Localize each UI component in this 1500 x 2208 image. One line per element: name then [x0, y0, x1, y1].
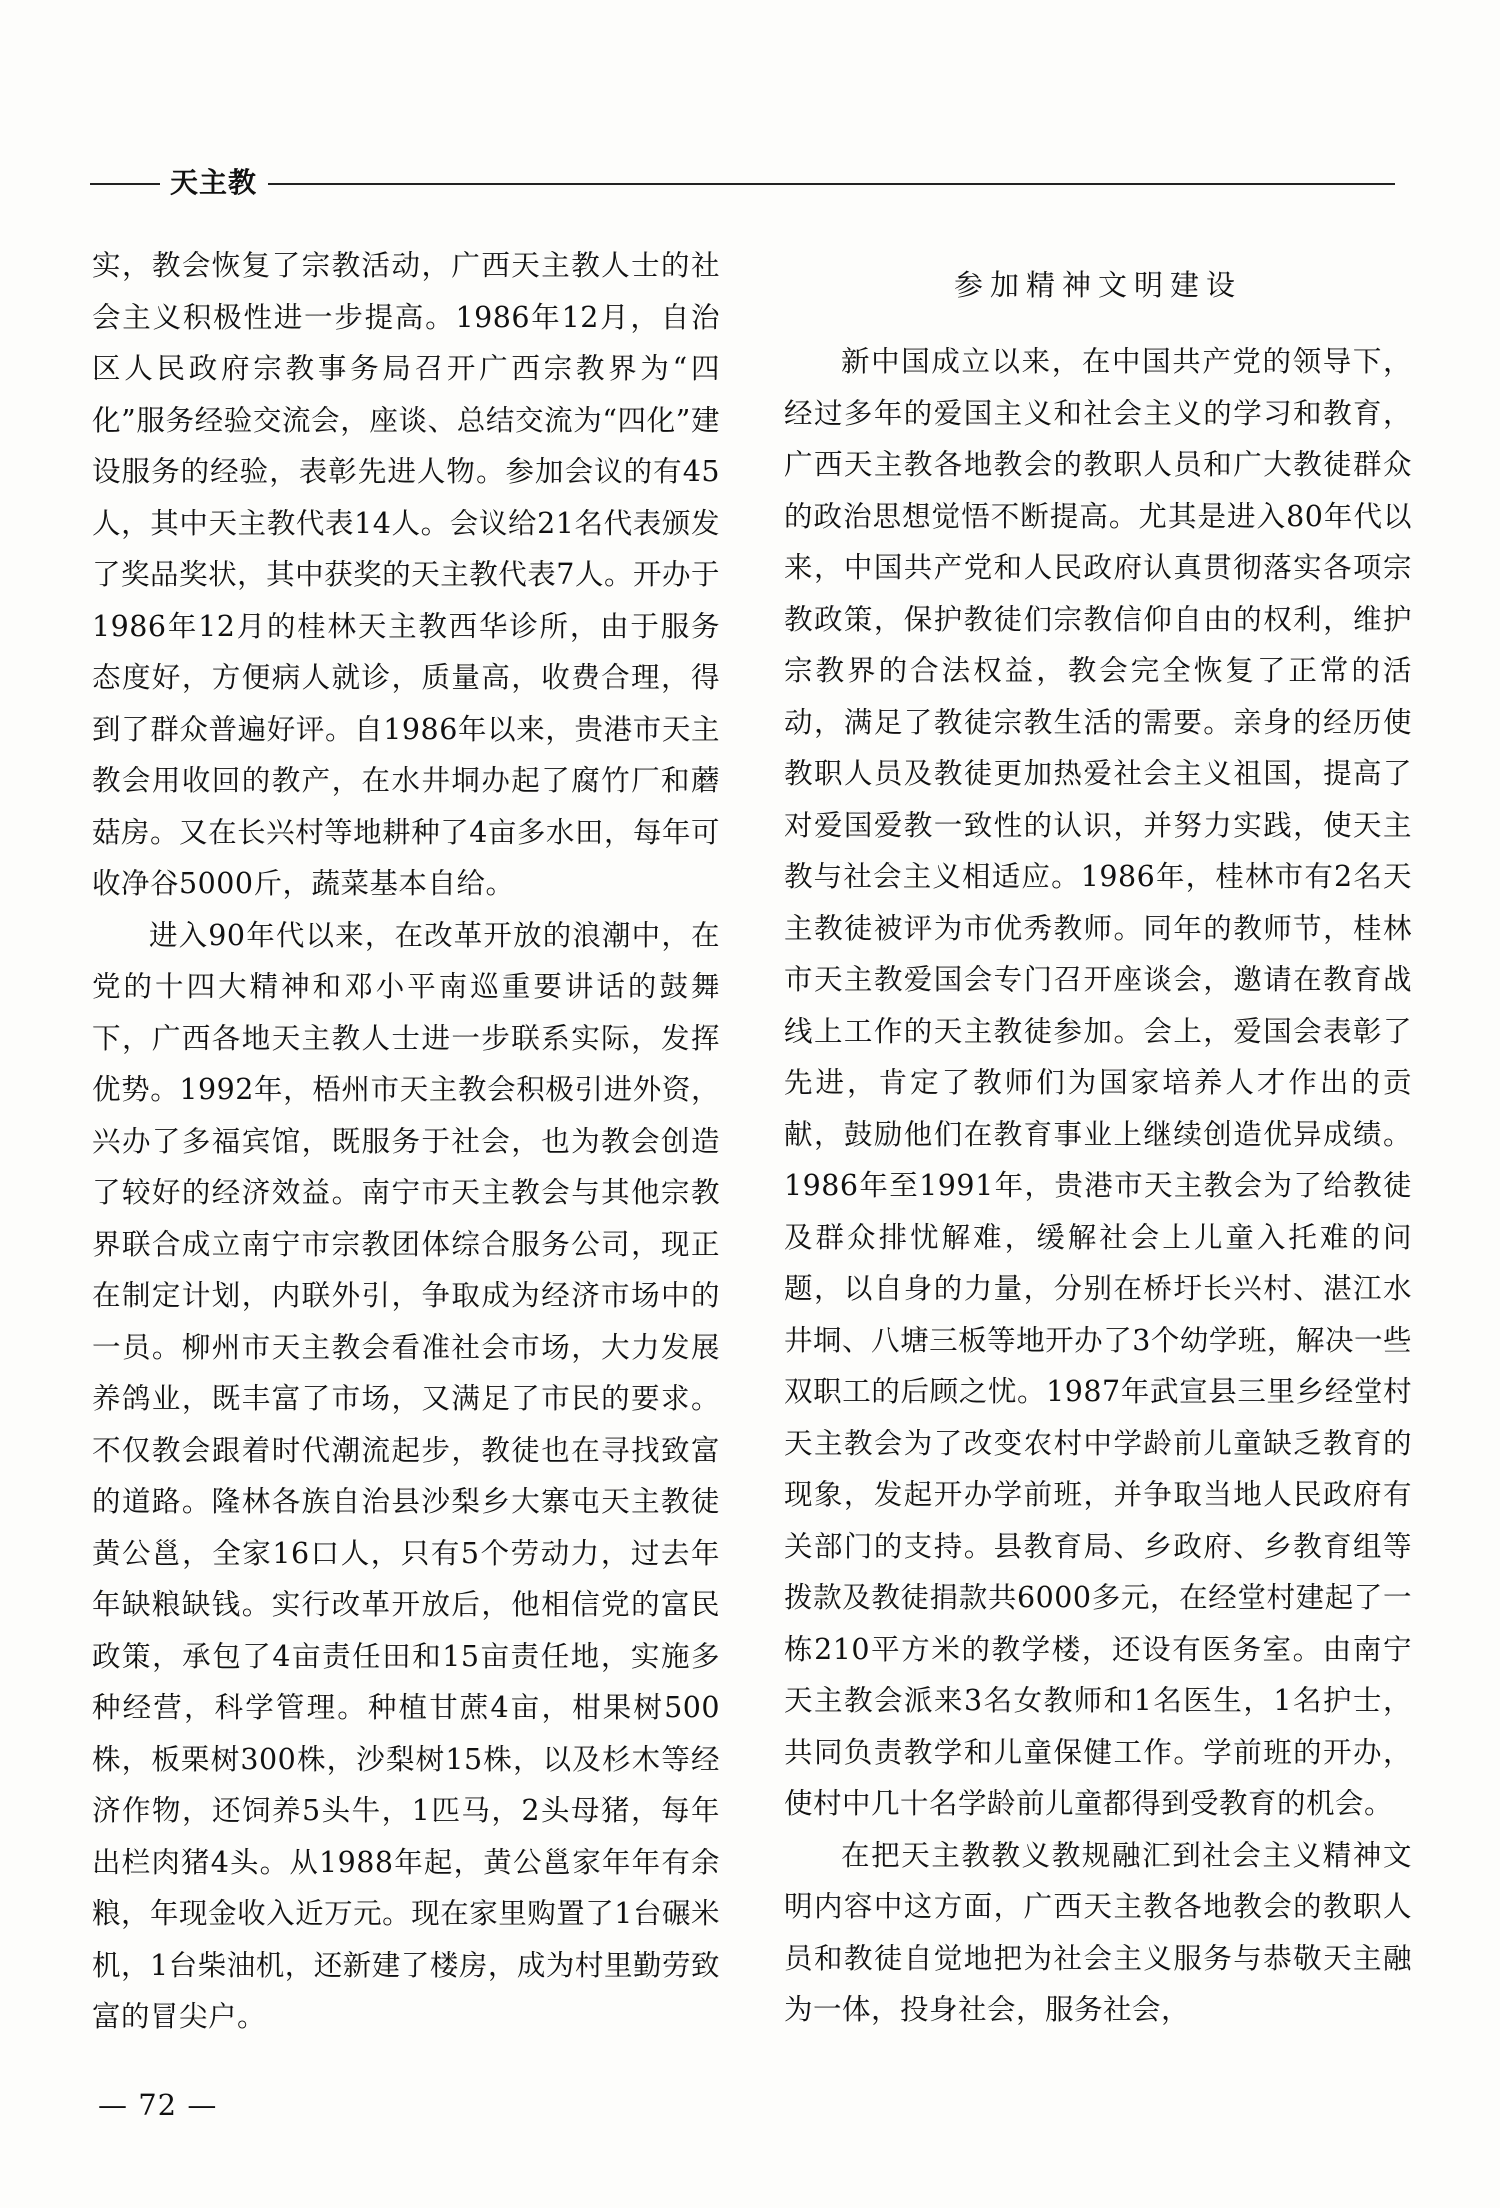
header-rule-left [90, 183, 160, 185]
paragraph: 新中国成立以来，在中国共产党的领导下，经过多年的爱国主义和社会主义的学习和教育，广西天主教各地教会的教职人员和广大教徒群众的政治思想觉悟不断提高。尤其是进入80年代以来，中国共产党和人民政府认真贯彻落实各项宗教政策，保护教徒们宗教信仰自由的权利，维护宗教界的合法权益，教会完全恢复了正常的活动，满足了教徒宗教生活的需要。亲身的经历使教职人员及教徒更加热爱社会主义祖国，提高了对爱国爱教一致性的认识，并努力实践，使天主教与社会主义相适应。1986年，桂林市有2名天主教徒被评为市优秀教师。同年的教师节，桂林市天主教爱国会专门召开座谈会，邀请在教育战线上工作的天主教徒参加。会上，爱国会表彰了先进，肯定了教师们为国家培养人才作出的贡献，鼓励他们在教育事业上继续创造优异成绩。1986年至1991年，贵港市天主教会为了给教徒及群众排忧解难，缓解社会上儿童入托难的问题，以自身的力量，分别在桥圩长兴村、湛江水井垌、八塘三板等地开办了3个幼学班，解决一些双职工的后顾之忧。1987年武宣县三里乡经堂村天主教会为了改变农村中学龄前儿童缺乏教育的现象，发起开办学前班，并争取当地人民政府有关部门的支持。县教育局、乡政府、乡教育组等拨款及教徒捐款共6000多元，在经堂村建起了一栋210平方米的教学楼，还设有医务室。由南宁天主教会派来3名女教师和1名医生，1名护士，共同负责教学和儿童保健工作。学前班的开办，使村中几十名学龄前儿童都得到受教育的机会。 [784, 345, 1412, 1820]
header-rule-right [268, 183, 1395, 185]
paragraph: 在把天主教教义教规融汇到社会主义精神文明内容中这方面，广西天主教各地教会的教职人员和教徒自觉地把为社会主义服务与恭敬天主融为一体，投身社会，服务社会， [784, 1838, 1412, 2026]
section-title: 参加精神文明建设 [953, 268, 1242, 302]
header-title: 天主教 [170, 166, 258, 199]
page-number: — 72 — [98, 2088, 218, 2122]
paragraph: 实，教会恢复了宗教活动，广西天主教人士的社会主义积极性进一步提高。1986年12月，自治区人民政府宗教事务局召开广西宗教界为“四化”服务经验交流会，座谈、总结交流为“四化”建设服务的经验，表彰先进人物。参加会议的有45人，其中天主教代表14人。会议给21名代表颁发了奖品奖状，其中获奖的天主教代表7人。开办于1986年12月的桂林天主教西华诊所，由于服务态度好，方便病人就诊，质量高，收费合理，得到了群众普遍好评。自1986年以来，贵港市天主教会用收回的教产，在水井垌办起了腐竹厂和蘑菇房。又在长兴村等地耕种了4亩多水田，每年可收净谷5000斤，蔬菜基本自给。 [92, 249, 720, 900]
left-column [92, 240, 720, 2043]
running-header [90, 166, 1395, 202]
paragraph: 进入90年代以来，在改革开放的浪潮中，在党的十四大精神和邓小平南巡重要讲话的鼓舞下，广西各地天主教人士进一步联系实际，发挥优势。1992年，梧州市天主教会积极引进外资，兴办了多福宾馆，既服务于社会，也为教会创造了较好的经济效益。南宁市天主教会与其他宗教界联合成立南宁市宗教团体综合服务公司，现正在制定计划，内联外引，争取成为经济市场中的一员。柳州市天主教会看准社会市场，大力发展养鸽业，既丰富了市场，又满足了市民的要求。不仅教会跟着时代潮流起步，教徒也在寻找致富的道路。隆林各族自治县沙梨乡大寨屯天主教徒黄公邕，全家16口人，只有5个劳动力，过去年年缺粮缺钱。实行改革开放后，他相信党的富民政策，承包了4亩责任田和15亩责任地，实施多种经营，科学管理。种植甘蔗4亩，柑果树500株，板栗树300株，沙梨树15株，以及杉木等经济作物，还饲养5头牛，1匹马，2头母猪，每年出栏肉猪4头。从1988年起，黄公邕家年年有余粮，年现金收入近万元。现在家里购置了1台碾米机，1台柴油机，还新建了楼房，成为村里勤劳致富的冒尖户。 [92, 918, 720, 2033]
right-column [784, 260, 1412, 2036]
